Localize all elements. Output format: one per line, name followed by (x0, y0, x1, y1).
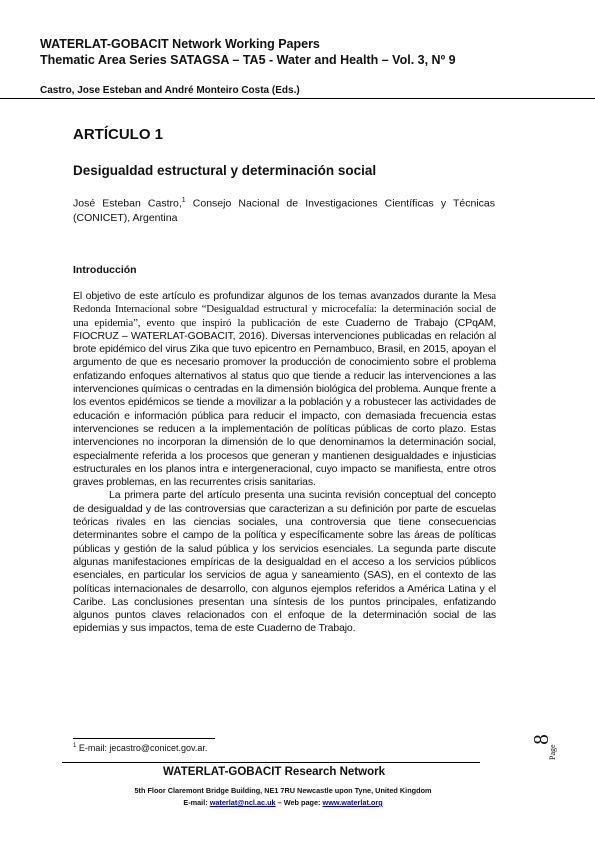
footer-divider (62, 762, 480, 763)
footnote-reference[interactable]: 1 (181, 197, 186, 204)
series-working-papers: Network Working Papers (168, 37, 320, 51)
introduction-body (73, 290, 496, 636)
article-title: Desigualdad estructural y determinación social (73, 163, 377, 178)
paragraph-1-rest: Cuaderno de Trabajo (CPqAM, FIOCRUZ – WATERLAT-GOBACIT, 2016). Diversas intervenciones publicadas en relación al brote epidémico del virus Zika que tuvo epicentro en Pernambuco, Brasil, en 2015, apoyan el argumento de que es necesario promover la producción de conocimiento sobre el problema enfatizando enfoques alternativos al status quo que tiende a reducir las intervenciones a las intervenciones químicas o centradas en la dimensión biológica del problema. Aunque frente a los eventos epidémicos se tiende a movilizar a la población y a robustecer las actividades de educación e información pública para reducir el impacto, con demasiada frecuencia estas intervenciones se reducen a la implementación de políticas públicas de corto plazo. Estas intervenciones no incorporan la dimensión de lo que denominamos la determinación social, especialmente referida a los procesos que generan y mantienen desigualdades e injusticias estructurales en los planos intra e intergeneracional, cuyo impacto se manifiesta, entre otros graves problemas, en las recurrentes crisis sanitarias. (73, 316, 496, 489)
footnote-mark: 1 (73, 743, 77, 749)
paragraph-2: La primera parte del artículo presenta una sucinta revisión conceptual del concepto de desigualdad y de las controversias que caracterizan a su definición por parte de escuelas teóricas rivales en las ciencias sociales, una controversia que tiene consecuencias determinantes sobre el campo de la política y específicamente sobre las áreas de políticas públicas y gestión de la salud pública y los servicios esenciales. La segunda parte discute algunas manifestaciones empíricas de la desigualdad en el acceso a los servicios públicos esenciales, en particular los servicios de agua y saneamiento (SAS), en el contexto de las políticas internacionales de desarrollo, con algunos ejemplos referidos a América Latina y el Caribe. Las conclusiones presentan una síntesis de los puntos principales, enfatizando algunos puntos claves relacionados con el enfoque de la determinación social de las epidemias y sus impactos, tema de este Cuaderno de Trabajo. (73, 489, 496, 635)
footer-network: WATERLAT-GOBACIT Research Network (163, 766, 385, 778)
footnote-text: E-mail: jecastro@conicet.gov.ar. (76, 743, 208, 753)
series-subtitle: Thematic Area Series SATAGSA – TA5 - Water and Health – Vol. 3, Nº 9 (40, 53, 456, 67)
page-label: Page (548, 744, 557, 760)
footer-contact (0, 798, 566, 807)
article-label: ARTÍCULO 1 (73, 126, 163, 143)
email-link[interactable]: waterlat@ncl.ac.uk (209, 798, 276, 807)
header-divider (0, 98, 595, 99)
section-heading-introduction: Introducción (73, 264, 137, 276)
paragraph-1 (73, 290, 496, 489)
editors-line: Castro, Jose Esteban and André Monteiro Costa (Eds.) (40, 85, 300, 96)
web-label: – Web page: (275, 798, 323, 807)
paragraph-1-quote: Mesa Redonda Internacional sobre “Desigualdad estructural y microcefalía: la determinación social de una epidemia”, evento que inspiró la publicación de este (73, 290, 496, 329)
series-network-name: WATERLAT-GOBACIT (40, 37, 169, 51)
page-number: 8 (528, 734, 553, 745)
footer-address: 5th Floor Claremont Bridge Building, NE1 7RU Newcastle upon Tyne, United Kingdom (134, 786, 432, 795)
footnote (73, 743, 207, 753)
series-title (40, 36, 320, 52)
email-label: E-mail: (183, 798, 210, 807)
web-link[interactable]: www.waterlat.org (322, 798, 383, 807)
paragraph-1-start: El objetivo de este artículo es profundizar algunos de los temas avanzados durante la (73, 290, 473, 302)
footnote-divider (73, 738, 215, 739)
author-affiliation-block (73, 194, 495, 225)
author-name: José Esteban Castro, (73, 197, 182, 210)
author-affiliation: Consejo Nacional de Investigaciones Científicas y Técnicas (CONICET), Argentina (73, 197, 496, 224)
